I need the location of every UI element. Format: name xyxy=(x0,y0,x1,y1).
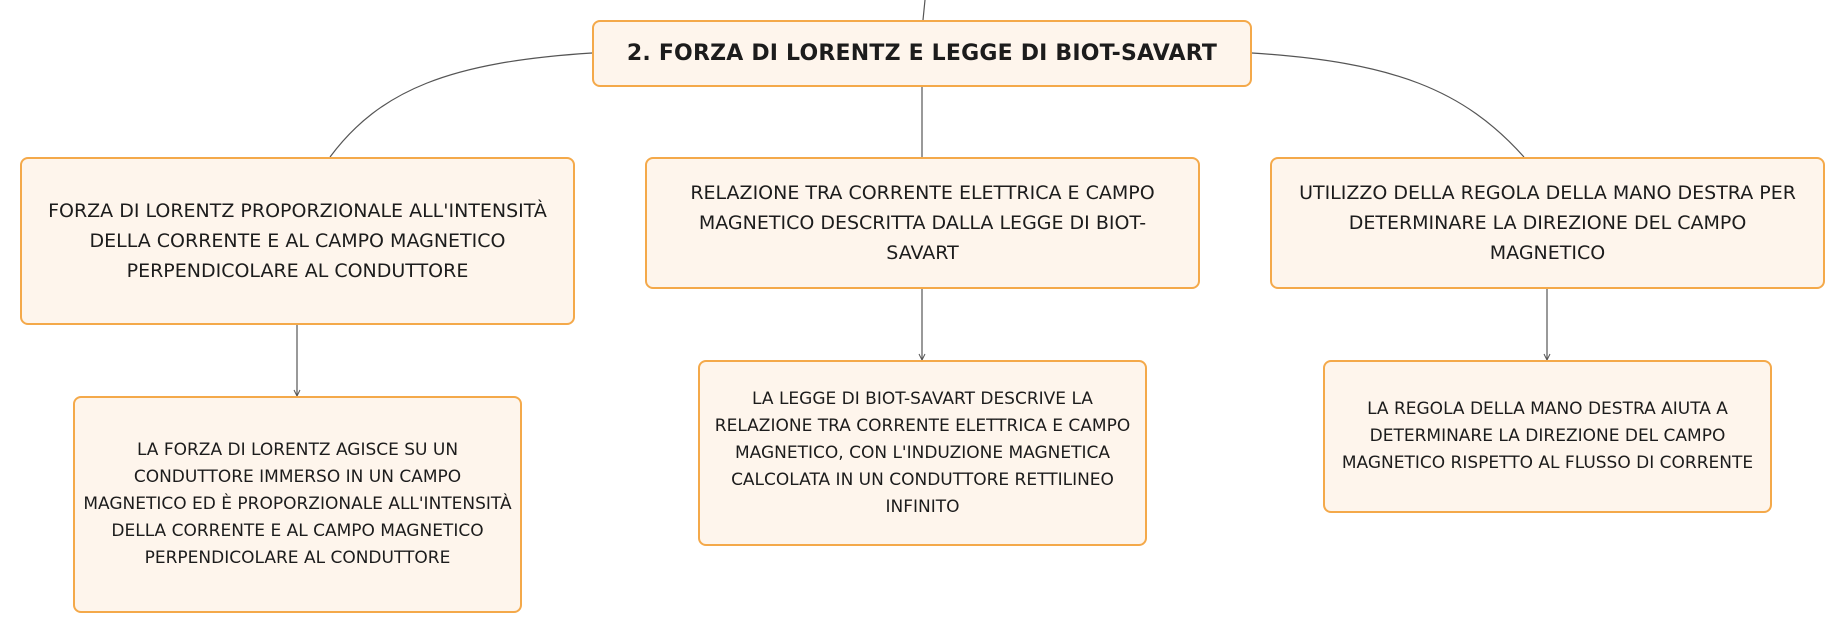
detail-node-lorentz-force[interactable] xyxy=(73,396,522,613)
detail-node-label: LA LEGGE DI BIOT-SAVART DESCRIVE LA RELAZIONE TRA CORRENTE ELETTRICA E CAMPO MAGNETICO, CON L'INDUZIONE MAGNETICA CALCOLATA IN UN CONDUTTORE RETTILINEO INFINITO xyxy=(714,388,1131,517)
connector-root-branch-3 xyxy=(1252,53,1524,157)
detail-node-label: LA REGOLA DELLA MANO DESTRA AIUTA A DETERMINARE LA DIREZIONE DEL CAMPO MAGNETICO RISPETTO AL FLUSSO DI CORRENTE xyxy=(1341,399,1754,473)
root-node[interactable] xyxy=(592,20,1252,87)
branch-node-lorentz-force[interactable] xyxy=(20,157,575,325)
root-node-label: 2. FORZA DI LORENTZ E LEGGE DI BIOT-SAVART xyxy=(626,41,1218,66)
detail-node-biot-savart[interactable] xyxy=(698,360,1147,546)
detail-node-label: LA FORZA DI LORENTZ AGISCE SU UN CONDUTTORE IMMERSO IN UN CAMPO MAGNETICO ED È PROPORZIONALE ALL'INTENSITÀ DELLA CORRENTE E AL CAMPO MAGNETICO PERPENDICOLARE AL CONDUTTORE xyxy=(83,440,512,568)
connector-parent-in xyxy=(923,0,925,20)
connector-root-branch-1 xyxy=(330,53,592,157)
branch-node-label: RELAZIONE TRA CORRENTE ELETTRICA E CAMPO MAGNETICO DESCRITTA DALLA LEGGE DI BIOT-SAVART xyxy=(690,182,1155,264)
detail-node-right-hand-rule[interactable] xyxy=(1323,360,1772,513)
branch-node-biot-savart[interactable] xyxy=(645,157,1200,289)
branch-node-right-hand-rule[interactable] xyxy=(1270,157,1825,289)
branch-node-label: FORZA DI LORENTZ PROPORZIONALE ALL'INTENSITÀ DELLA CORRENTE E AL CAMPO MAGNETICO PERPENDICOLARE AL CONDUTTORE xyxy=(48,200,547,282)
branch-node-label: UTILIZZO DELLA REGOLA DELLA MANO DESTRA PER DETERMINARE LA DIREZIONE DEL CAMPO MAGNETICO xyxy=(1299,182,1796,264)
